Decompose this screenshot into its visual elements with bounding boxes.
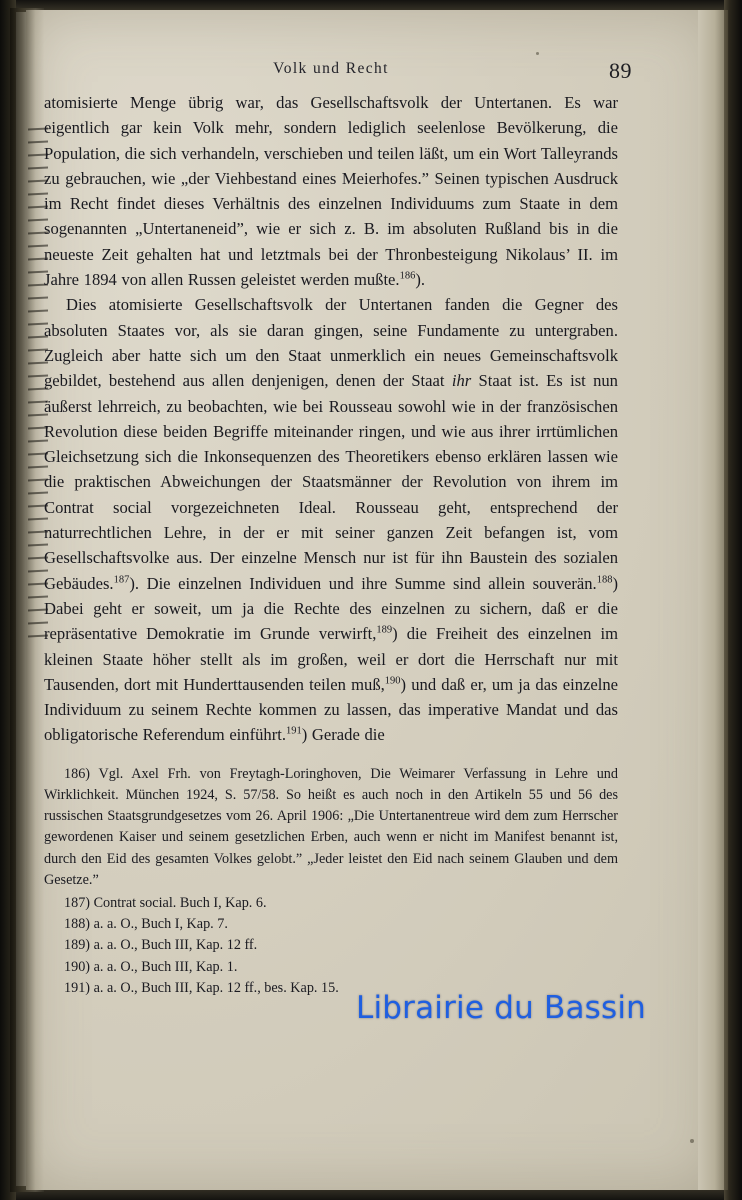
paper-speck [690,1139,694,1143]
footnote-text: a. a. O., Buch III, Kap. 12 ff., bes. Kap. 15. [93,979,339,996]
book-gutter-shadow [10,8,44,1192]
footnote-186 [44,764,618,891]
footnote-ref-186: 186 [399,270,416,282]
footnote-ref-190: 190 [384,675,401,687]
footnote-marker: 187) [64,894,91,911]
footnote-text: a. a. O., Buch III, Kap. 1. [93,958,238,975]
footnote-marker: 190) [64,958,91,975]
paragraph-2-part-e: ) die Freiheit des einzelnen im kleinen Staate höher stellt als im großen, weil er dort die Herrschaft nur mit Tausenden, dort mit Hunderttausenden teilen muß, [44,624,618,694]
footnote-189 [44,935,618,956]
body-text [44,90,618,748]
page-number: 89 [609,58,632,83]
watermark-text: Librairie du Bassin [356,990,647,1026]
paragraph-1-text: atomisierte Menge übrig war, das Gesellschaftsvolk der Untertanen. Es war eigentlich gar kein Volk mehr, sondern lediglich seelenlose Bevölkerung, die Population, die sich verhandeln, verschieben und teilen läßt, um ein Wort Talleyrands zu gebrauchen, wie „der Viehbestand eines Meierhofes.” Seinen typischen Ausdruck im Recht findet dieses Verhältnis des einzelnen Individuums zum Staate in dem sogenannten „Untertaneneid”, wie er sich z. B. im absoluten Rußland bis in die neueste Zeit gehalten hat und letztmals bei der Thronbesteigung Nikolaus’ II. im Jahre 1894 von allen Russen geleistet werden mußte. [44,93,618,290]
page-edge-curvature [698,10,724,1190]
paragraph-2-emphasis: ihr [451,371,472,391]
paragraph-2-part-c: ). Die einzelnen Individuen und ihre Summe sind allein souverän. [129,573,597,593]
footnote-marker: 191) [64,979,91,996]
footnote-187 [44,893,618,914]
footnote-text: Vgl. Axel Frh. von Freytagh-Loringhoven, Die Weimarer Verfassung in Lehre und Wirklichkeit. München 1924, S. 57/58. So heißt es auch noch in den Artikeln 55 und 56 des russischen Staatsgrundgesetzes vom 26. April 1906: „Die Untertanentreue wird dem zum Herrscher gewordenen Kaiser und seinem gesetzlichen Erben, auch wenn er nicht im Manifest benannt ist, durch den Eid des gesamten Volkes gelobt.” „Jeder leistet den Eid nach seinem Glauben und dem Gesetze.” [44,765,618,888]
footnote-ref-191: 191 [286,725,302,737]
paragraph-2-part-f: ) und daß er, um ja das einzelne Individuum zu seinem Rechte kommen zu lassen, das imperative Mandat und das obligatorische Referendum einführt. [44,674,618,745]
footnote-ref-187: 187 [113,574,130,586]
paragraph-1-tail: ). [415,270,426,290]
paragraph-2-part-a: Dies atomisierte Gesellschaftsvolk der Untertanen fanden die Gegner des absoluten Staates vor, als sie daran gingen, seine Fundamente zu untergraben. Zugleich aber hatte sich um den Staat unmerklich ein neues Gemeinschaftsvolk gebildet, bestehend aus allen denjenigen, denen der Staat [44,295,618,391]
footnote-ref-189: 189 [376,624,393,636]
footnote-text: a. a. O., Buch III, Kap. 12 ff. [93,937,258,954]
footnote-marker: 188) [64,916,91,933]
paragraph-2-part-g: ) Gerade die [301,725,385,745]
paragraph-2-part-d: ) Dabei geht er soweit, um ja die Rechte des einzelnen zu sichern, daß er die repräsentative Demokratie im Grunde verwirft, [44,573,618,644]
page-content [44,58,632,999]
footnote-text: Contrat social. Buch I, Kap. 6. [93,894,267,911]
footnote-text: a. a. O., Buch I, Kap. 7. [93,916,228,933]
running-head [44,58,632,86]
footnote-short-list [44,893,618,999]
paragraph-1 [44,90,618,292]
footnote-190 [44,957,618,978]
footnote-marker: 189) [64,937,91,954]
paragraph-2 [44,292,618,747]
footnote-188 [44,914,618,935]
footnote-marker: 186) [64,765,91,782]
footnotes-block [44,764,618,999]
footnote-ref-188: 188 [596,574,613,586]
paragraph-2-part-b: Staat ist. Es ist nun äußerst lehrreich, zu beobachten, wie bei Rousseau sowohl wie in der französischen Revolution diese beiden Begriffe miteinander ringen, und wie aus ihrer irrtümlichen Gleichsetzung sich die Inkonsequenzen des Theoretikers ebenso erklären lassen wie die praktischen Abweichungen der Staatsmänner der Revolution von ihrem im Contrat social vorgezeichneten Ideal. Rousseau geht, entsprechend der naturrechtlichen Lehre, in der er mit seiner ganzen Zeit befangen ist, vom Gesellschaftsvolke aus. Der einzelne Mensch nur ist für ihn Baustein des sozialen Gebäudes. [44,371,618,593]
paper-speck [536,52,539,55]
running-head-title: Volk und Recht [273,60,389,77]
